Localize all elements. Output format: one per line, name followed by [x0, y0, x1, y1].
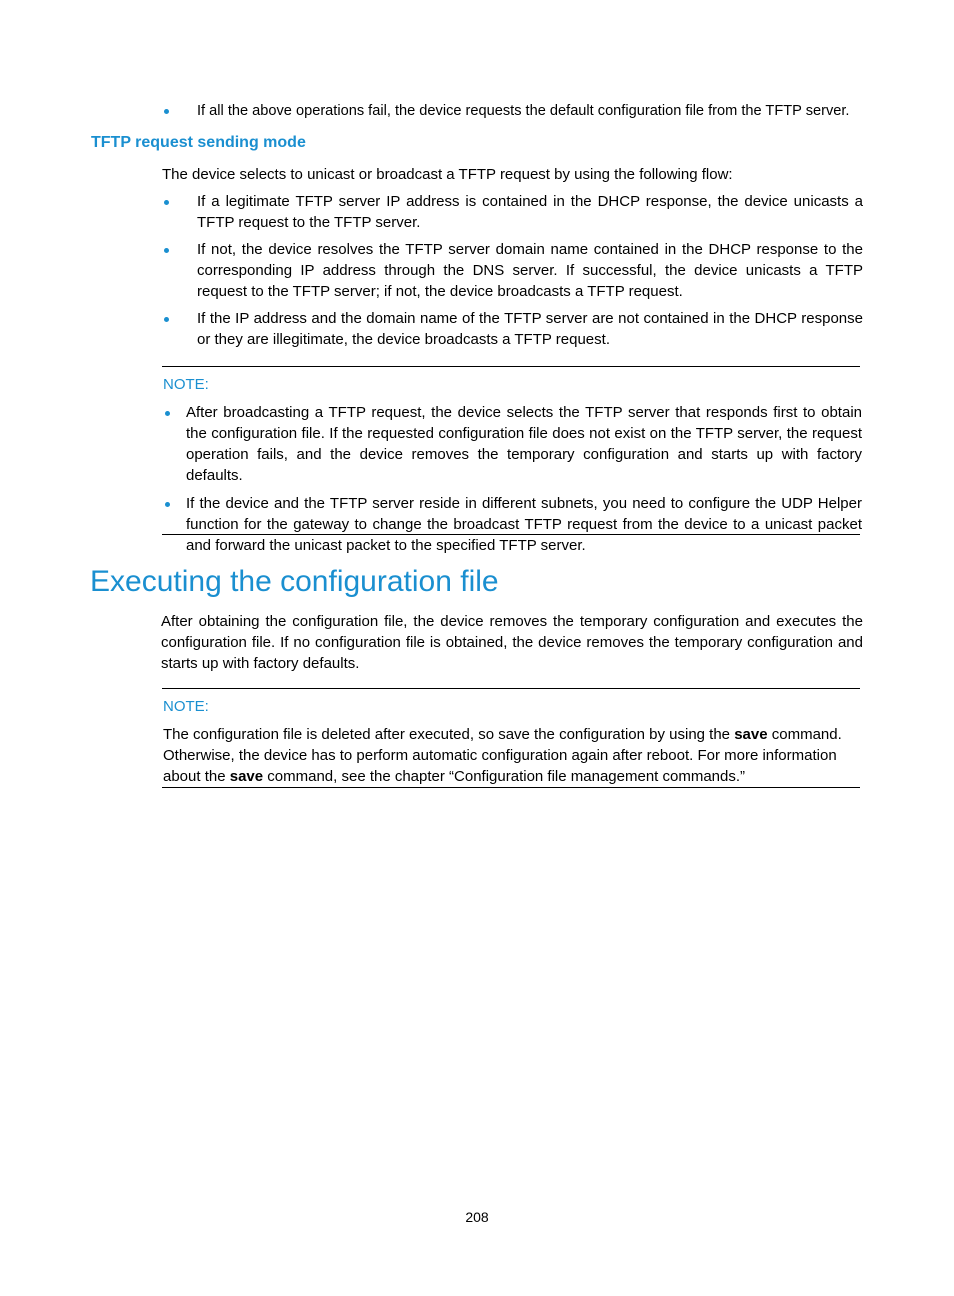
command-keyword: save: [229, 768, 264, 785]
note-text-part: command, see the chapter “Configuration file management commands.”: [263, 768, 746, 785]
note-bullet-list: [186, 402, 862, 556]
list-item: [197, 100, 867, 122]
note-text: [163, 724, 860, 787]
list-item: [197, 239, 863, 302]
section-heading: Executing the configuration file: [90, 565, 499, 598]
bullet-icon: [164, 109, 169, 114]
bullet-text: If a legitimate TFTP server IP address is contained in the DHCP response, the device unicasts a TFTP request to the TFTP server.: [197, 193, 863, 231]
note-text-part: command. Otherwise, the device has to perform automatic configuration again after reboot. For more information about the: [163, 726, 842, 785]
intro-bullet-list: [197, 100, 867, 122]
command-keyword: save: [734, 726, 768, 743]
bullet-icon: [164, 200, 169, 205]
note-box: [162, 366, 862, 554]
section-intro: The device selects to unicast or broadcast a TFTP request by using the following flow:: [162, 166, 733, 183]
bullet-text: If the IP address and the domain name of the TFTP server are not contained in the DHCP response or they are illegitimate, the device broadcasts a TFTP request.: [197, 310, 863, 348]
note-label: NOTE:: [163, 698, 209, 715]
bullet-text: After broadcasting a TFTP request, the device selects the TFTP server that responds first to obtain the configuration file. If the requested configuration file does not exist on the TFTP server, the request operation fails, and the device removes the temporary configuration and starts up with factory defaults.: [186, 404, 862, 484]
bullet-icon: [164, 317, 169, 322]
bullet-icon: [164, 248, 169, 253]
note-text-part: The configuration file is deleted after executed, so save the configuration by using the: [163, 726, 735, 743]
list-item: [197, 308, 863, 350]
bullet-icon: [165, 502, 170, 507]
note-label: NOTE:: [163, 376, 209, 393]
list-item: [197, 191, 863, 233]
flow-bullet-list: [197, 191, 863, 350]
list-item: [186, 493, 862, 556]
list-item: [186, 402, 862, 486]
bullet-text: If all the above operations fail, the device requests the default configuration file from the TFTP server.: [197, 103, 850, 119]
section-body: After obtaining the configuration file, the device removes the temporary configuration and executes the configuration file. If no configuration file is obtained, the device removes the temporary configuration and starts up with factory defaults.: [161, 613, 863, 672]
note-box: [162, 688, 860, 788]
bullet-icon: [165, 411, 170, 416]
section-subheading: TFTP request sending mode: [91, 134, 306, 151]
page-number: 208: [465, 1209, 489, 1225]
bullet-text: If not, the device resolves the TFTP server domain name contained in the DHCP response to the corresponding IP address through the DNS server. If successful, the device unicasts a TFTP request to the TFTP server; if not, the device broadcasts a TFTP request.: [197, 241, 863, 300]
bullet-text: If the device and the TFTP server reside in different subnets, you need to configure the UDP Helper function for the gateway to change the broadcast TFTP request from the device to a unicast packet and forward the unicast packet to the specified TFTP server.: [186, 495, 862, 554]
